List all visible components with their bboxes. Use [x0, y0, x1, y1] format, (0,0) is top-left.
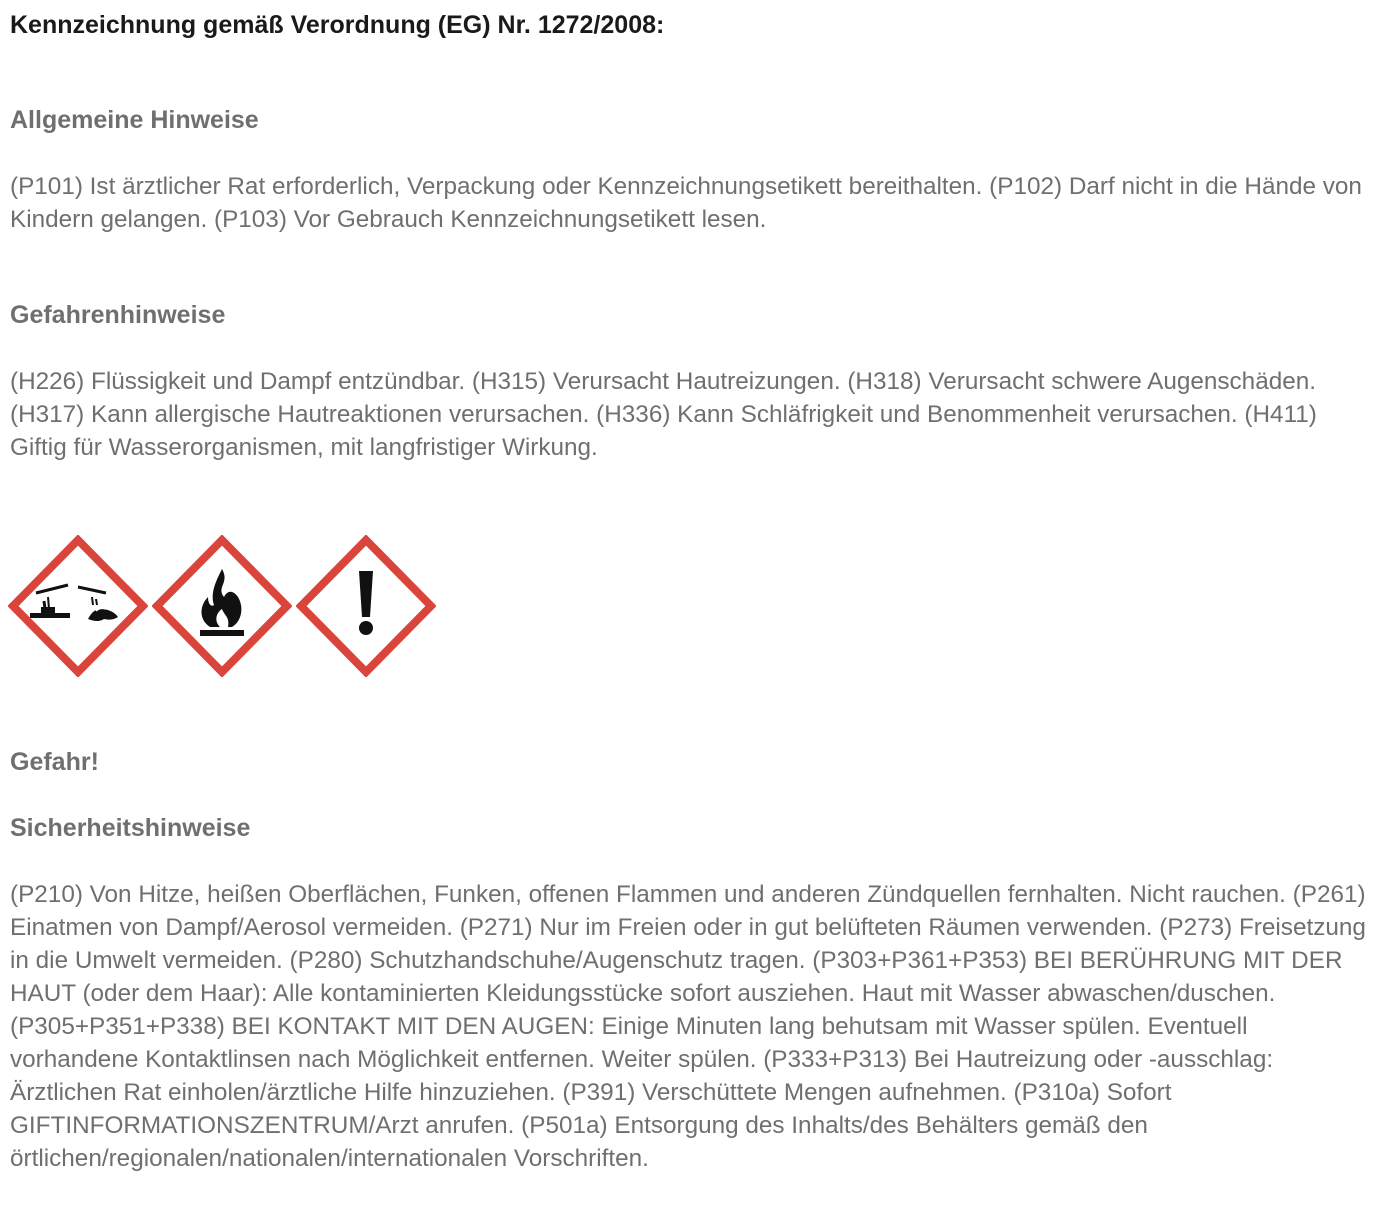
ghs07-exclamation-icon [296, 535, 436, 677]
ghs05-corrosion-icon [8, 535, 148, 677]
hazard-statements-title: Gefahrenhinweise [10, 301, 226, 329]
hazard-statements-text: (H226) Flüssigkeit und Dampf entzündbar. (H315) Verursacht Hautreizungen. (H318) Verursacht schwere Augenschäden. (H317) Kann allergische Hautreaktionen verursachen. (H336) Kann Schläfrigkeit und Benommenheit verursachen. (H411) Giftig für Wasserorganismen, mit langfristiger Wirkung. [10, 368, 1317, 461]
safety-statements-text: (P210) Von Hitze, heißen Oberflächen, Funken, offenen Flammen und anderen Zündquellen fernhalten. Nicht rauchen. (P261) Einatmen von Dampf/Aerosol vermeiden. (P271) Nur im Freien oder in gut belüfteten Räumen verwenden. (P273) Freisetzung in die Umwelt vermeiden. (P280) Schutzhandschuhe/Augenschutz tragen. (P303+P361+P353) BEI BERÜHRUNG MIT DER HAUT (oder dem Haar): Alle kontaminierten Kleidungsstücke sofort ausziehen. Haut mit Wasser abwaschen/duschen. (P305+P351+P338) BEI KONTAKT MIT DEN AUGEN: Einige Minuten lang behutsam mit Wasser spülen. Eventuell vorhandene Kontaktlinsen nach Möglichkeit entfernen. Weiter spülen. (P333+P313) Bei Hautreizung oder -ausschlag: Ärztlichen Rat einholen/ärztliche Hilfe hinzuziehen. (P391) Verschüttete Mengen aufnehmen. (P310a) Sofort GIFTINFORMATIONSZENTRUM/Arzt anrufen. (P501a) Entsorgung des Inhalts/des Behälters gemäß den örtlichen/regionalen/nationalen/internationalen Vorschriften. [10, 881, 1366, 1172]
general-notes-text: (P101) Ist ärztlicher Rat erforderlich, Verpackung oder Kennzeichnungsetikett bereithalten. (P102) Darf nicht in die Hände von Kindern gelangen. (P103) Vor Gebrauch Kennzeichnungsetikett lesen. [10, 173, 1362, 233]
document-heading: Kennzeichnung gemäß Verordnung (EG) Nr. 1272/2008: [10, 11, 665, 39]
signal-word: Gefahr! [10, 748, 99, 776]
ghs02-flame-icon [152, 535, 292, 677]
safety-statements-title: Sicherheitshinweise [10, 814, 251, 842]
general-notes-title: Allgemeine Hinweise [10, 106, 259, 134]
ghs-pictograms [8, 535, 436, 677]
